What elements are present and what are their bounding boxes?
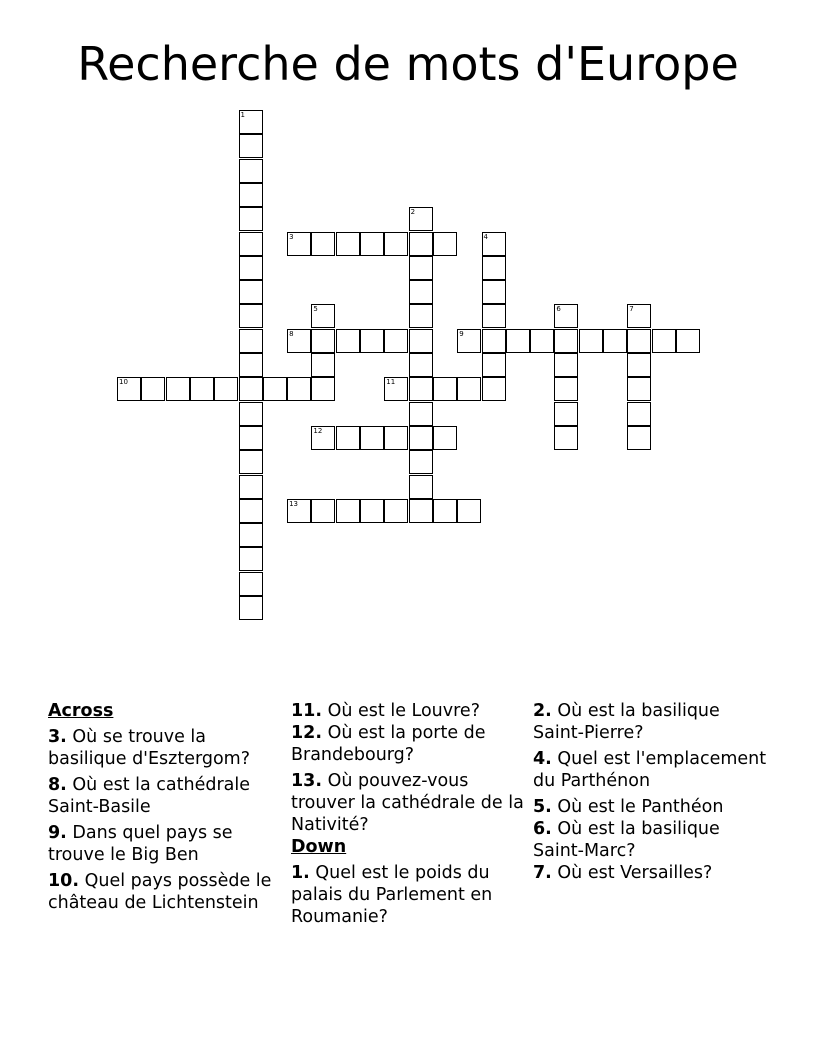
clue-across-12: 12. Où est la porte de Brandebourg? — [291, 723, 486, 765]
grid-cell[interactable] — [239, 207, 263, 231]
grid-cell[interactable] — [311, 499, 335, 523]
grid-cell[interactable] — [627, 402, 651, 426]
grid-cell[interactable] — [409, 353, 433, 377]
grid-cell[interactable] — [409, 280, 433, 304]
grid-cell[interactable] — [360, 426, 384, 450]
grid-cell[interactable] — [627, 304, 651, 328]
grid-cell[interactable] — [457, 377, 481, 401]
grid-cell[interactable] — [554, 353, 578, 377]
grid-cell[interactable] — [263, 377, 287, 401]
grid-cell[interactable] — [506, 329, 530, 353]
clue-number: 5 — [313, 305, 318, 314]
clue-across-9: 9. Dans quel pays se trouve le Big Ben — [48, 823, 233, 865]
grid-cell[interactable] — [239, 183, 263, 207]
clue-number: 13 — [289, 499, 299, 508]
grid-cell[interactable] — [287, 499, 311, 523]
grid-cell[interactable] — [336, 232, 360, 256]
grid-cell[interactable] — [554, 402, 578, 426]
clues-column-1 — [48, 700, 288, 918]
grid-cell[interactable] — [239, 280, 263, 304]
grid-cell[interactable] — [384, 329, 408, 353]
grid-cell[interactable] — [239, 329, 263, 353]
grid-cell[interactable] — [433, 499, 457, 523]
grid-cell[interactable] — [384, 426, 408, 450]
grid-cell[interactable] — [409, 207, 433, 231]
grid-cell[interactable] — [190, 377, 214, 401]
grid-cell[interactable] — [336, 499, 360, 523]
clue-number: 1 — [240, 111, 245, 119]
grid-cell[interactable] — [141, 377, 165, 401]
grid-cell[interactable] — [457, 499, 481, 523]
clue-number: 3 — [289, 232, 294, 241]
grid-cell[interactable] — [409, 232, 433, 256]
grid-cell[interactable] — [239, 256, 263, 280]
grid-cell[interactable] — [287, 232, 311, 256]
clue-down-7: 7. Où est Versailles? — [533, 863, 713, 883]
grid-cell[interactable] — [239, 304, 263, 328]
grid-cell[interactable] — [603, 329, 627, 353]
grid-cell[interactable] — [409, 256, 433, 280]
grid-cell[interactable] — [239, 499, 263, 523]
grid-cell[interactable] — [239, 450, 263, 474]
grid-cell[interactable] — [482, 256, 506, 280]
grid-cell[interactable] — [627, 329, 651, 353]
grid-cell[interactable] — [239, 475, 263, 499]
down-header: Down — [291, 837, 347, 857]
clue-number: 10 — [119, 378, 128, 387]
grid-cell[interactable] — [409, 377, 433, 401]
grid-cell[interactable] — [554, 304, 578, 328]
grid-cell[interactable] — [360, 499, 384, 523]
grid-cell[interactable] — [579, 329, 603, 353]
grid-cell[interactable] — [239, 596, 263, 620]
grid-cell[interactable] — [239, 353, 263, 377]
grid-cell[interactable] — [239, 134, 263, 158]
grid-cell[interactable] — [214, 377, 238, 401]
grid-cell[interactable] — [627, 377, 651, 401]
grid-cell[interactable] — [627, 426, 651, 450]
grid-cell[interactable] — [360, 329, 384, 353]
grid-cell[interactable] — [311, 329, 335, 353]
clue-number: 12 — [313, 426, 323, 435]
clue-down-6: 6. Où est la basilique Saint-Marc? — [533, 819, 720, 861]
clue-across-3: 3. Où se trouve la basilique d'Esztergom? — [48, 727, 251, 769]
grid-cell[interactable] — [433, 232, 457, 256]
grid-cell[interactable] — [117, 377, 141, 401]
grid-cell[interactable] — [554, 329, 578, 353]
page-title: Recherche de mots d'Europe — [77, 37, 739, 91]
grid-cell[interactable] — [239, 572, 263, 596]
grid-cell[interactable] — [166, 377, 190, 401]
grid-cell[interactable] — [360, 232, 384, 256]
clue-number: 7 — [629, 305, 634, 314]
grid-cell[interactable] — [239, 402, 263, 426]
grid-cell[interactable] — [409, 329, 433, 353]
grid-cell[interactable] — [336, 426, 360, 450]
grid-cell[interactable] — [384, 377, 408, 401]
grid-cell[interactable] — [287, 377, 311, 401]
grid-cell[interactable] — [311, 232, 335, 256]
grid-cell[interactable] — [239, 232, 263, 256]
grid-cell[interactable] — [311, 304, 335, 328]
grid-cell[interactable] — [239, 377, 263, 401]
grid-cell[interactable] — [239, 523, 263, 547]
grid-cell[interactable] — [336, 329, 360, 353]
grid-cell[interactable] — [457, 329, 481, 353]
clue-down-2: 2. Où est la basilique Saint-Pierre? — [533, 701, 720, 743]
grid-cell[interactable] — [433, 377, 457, 401]
clue-across-8: 8. Où est la cathédrale Saint-Basile — [48, 775, 251, 817]
grid-cell[interactable] — [482, 377, 506, 401]
clue-down-1: 1. Quel est le poids du palais du Parlement en Roumanie? — [291, 863, 493, 927]
grid-cell[interactable] — [409, 450, 433, 474]
grid-cell[interactable] — [433, 426, 457, 450]
grid-cell[interactable] — [652, 329, 676, 353]
clue-across-10: 10. Quel pays possède le château de Lichtenstein — [48, 871, 272, 913]
clues-column-2 — [291, 700, 531, 932]
crossword-grid — [117, 110, 717, 630]
clue-number: 4 — [483, 232, 488, 241]
grid-cell[interactable] — [554, 377, 578, 401]
grid-cell[interactable] — [482, 280, 506, 304]
clue-down-5: 5. Où est le Panthéon — [533, 797, 724, 817]
grid-cell[interactable] — [239, 110, 263, 134]
grid-cell[interactable] — [311, 353, 335, 377]
grid-cell[interactable] — [482, 232, 506, 256]
grid-cell[interactable] — [409, 304, 433, 328]
grid-cell[interactable] — [287, 329, 311, 353]
grid-cell[interactable] — [409, 499, 433, 523]
grid-cell[interactable] — [676, 329, 700, 353]
grid-cell[interactable] — [311, 377, 335, 401]
clues-column-3 — [533, 700, 773, 888]
grid-cell[interactable] — [239, 159, 263, 183]
grid-cell[interactable] — [482, 304, 506, 328]
grid-cell[interactable] — [627, 353, 651, 377]
clue-number: 9 — [459, 329, 464, 338]
grid-cell[interactable] — [482, 353, 506, 377]
grid-cell[interactable] — [554, 426, 578, 450]
grid-cell[interactable] — [409, 402, 433, 426]
grid-cell[interactable] — [384, 232, 408, 256]
grid-cell[interactable] — [409, 475, 433, 499]
grid-cell[interactable] — [482, 329, 506, 353]
clue-number: 6 — [556, 305, 561, 314]
grid-cell[interactable] — [530, 329, 554, 353]
clue-number: 8 — [289, 329, 294, 338]
grid-cell[interactable] — [239, 547, 263, 571]
grid-cell[interactable] — [311, 426, 335, 450]
clue-number: 2 — [410, 208, 416, 217]
clue-number: 11 — [386, 378, 396, 387]
clue-down-4: 4. Quel est l'emplacement du Parthénon — [533, 749, 767, 791]
grid-cell[interactable] — [239, 426, 263, 450]
across-header: Across — [48, 701, 114, 721]
grid-cell[interactable] — [409, 426, 433, 450]
clue-across-11: 11. Où est le Louvre? — [291, 701, 480, 721]
clue-across-13: 13. Où pouvez-vous trouver la cathédrale de la Nativité? — [291, 771, 524, 835]
grid-cell[interactable] — [384, 499, 408, 523]
